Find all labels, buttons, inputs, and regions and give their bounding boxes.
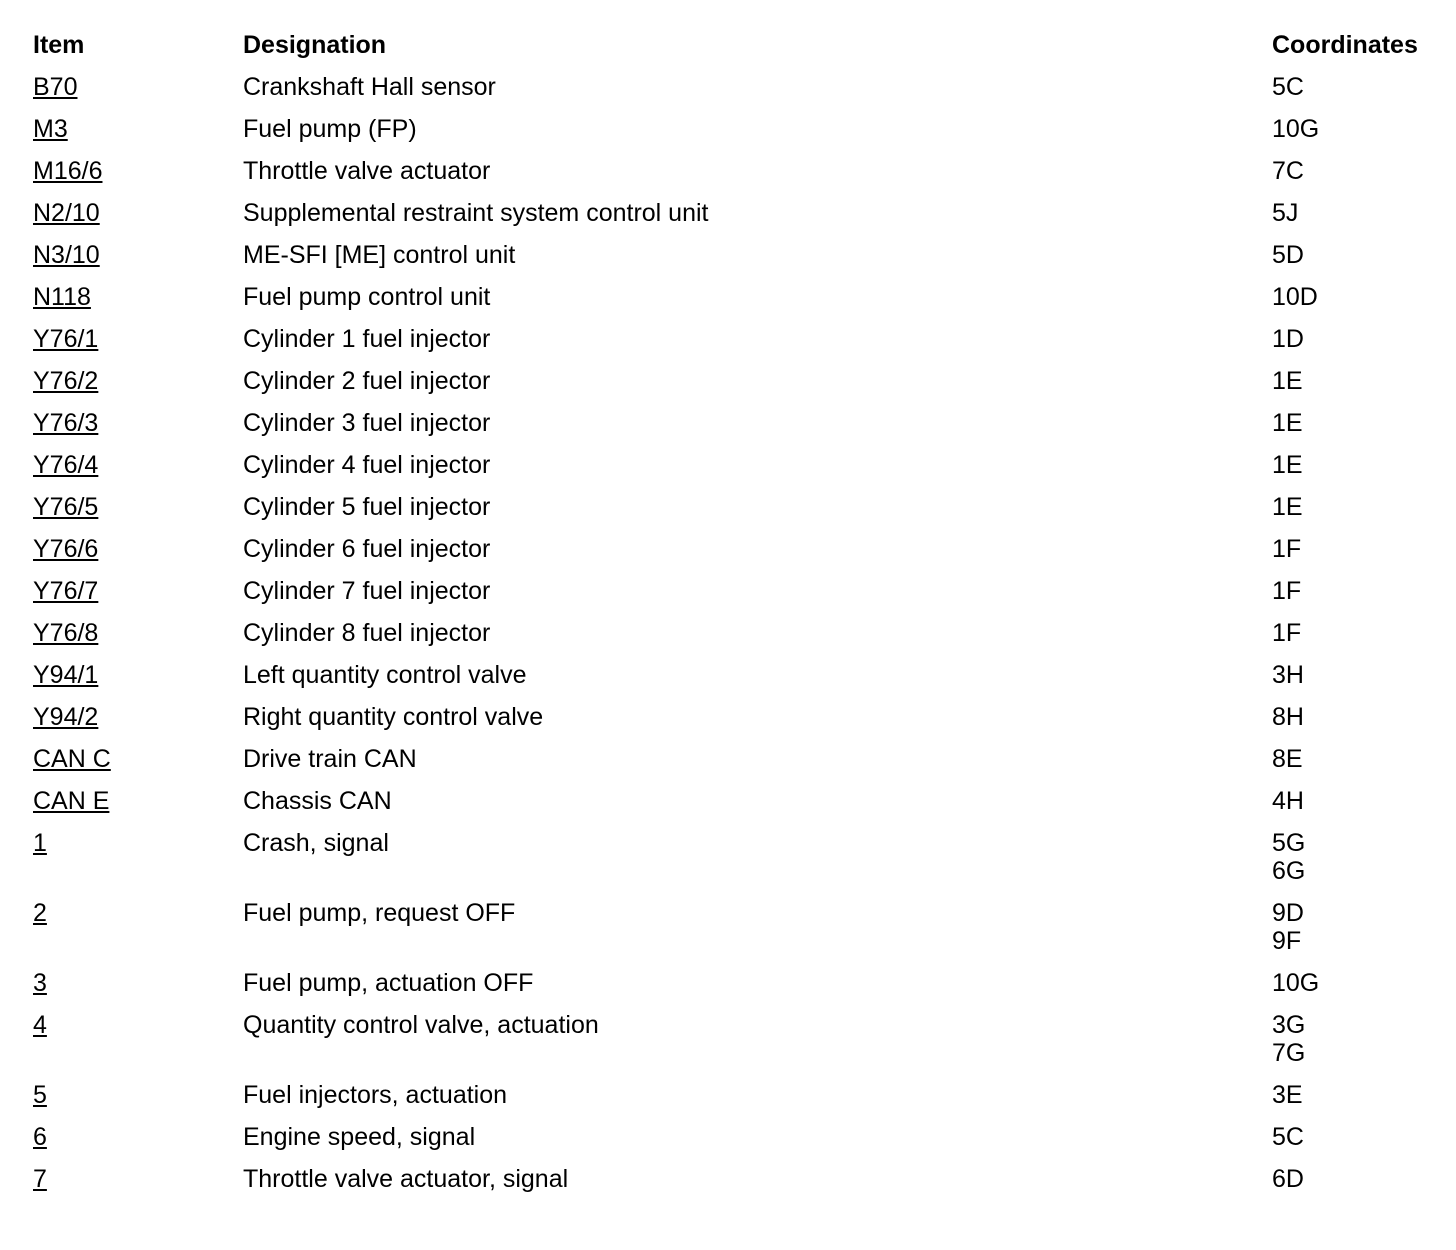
coordinate-value: 6G: [1272, 857, 1306, 885]
table-row: [33, 1011, 1446, 1081]
item-cell: [33, 619, 243, 647]
table-row: [33, 703, 1446, 745]
item-cell: [33, 535, 243, 563]
item-cell: [33, 409, 243, 437]
designation-text: Cylinder 8 fuel injector: [243, 619, 491, 647]
table-row: [33, 577, 1446, 619]
coordinate-value: 4H: [1272, 787, 1304, 815]
item-code-link[interactable]: Y76/4: [33, 451, 99, 479]
coordinate-value: 10G: [1272, 969, 1320, 997]
coordinate-value: 5G: [1272, 829, 1306, 857]
coordinates-cell: [1272, 577, 1446, 605]
item-cell: [33, 661, 243, 689]
item-cell: [33, 157, 243, 185]
item-code-link[interactable]: 2: [33, 899, 47, 927]
coordinate-value: 5D: [1272, 241, 1304, 269]
designation-text: Cylinder 3 fuel injector: [243, 409, 491, 437]
designation-text: Cylinder 4 fuel injector: [243, 451, 491, 479]
designation-text: Fuel pump (FP): [243, 115, 417, 143]
coordinates-cell: [1272, 1165, 1446, 1193]
designation-text: Fuel pump, request OFF: [243, 899, 516, 927]
coordinates-cell: [1272, 73, 1446, 101]
designation-text: Fuel pump control unit: [243, 283, 491, 311]
coordinate-value: 8H: [1272, 703, 1304, 731]
coordinates-cell: [1272, 325, 1446, 353]
item-cell: [33, 115, 243, 143]
coordinates-cell: [1272, 241, 1446, 269]
item-code-link[interactable]: N3/10: [33, 241, 100, 269]
coordinates-cell: [1272, 409, 1446, 437]
designation-text: Left quantity control valve: [243, 661, 527, 689]
coordinate-value: 1F: [1272, 619, 1302, 647]
table-row: [33, 451, 1446, 493]
coordinates-cell: [1272, 1011, 1446, 1067]
item-cell: [33, 493, 243, 521]
table-body: [33, 73, 1446, 1207]
coordinates-cell: [1272, 367, 1446, 395]
coordinate-value: 9D: [1272, 899, 1304, 927]
designation-text: Quantity control valve, actuation: [243, 1011, 599, 1039]
coordinate-value: 5J: [1272, 199, 1299, 227]
coordinate-value: 1E: [1272, 451, 1303, 479]
item-code-link[interactable]: M3: [33, 115, 68, 143]
designation-text: Cylinder 7 fuel injector: [243, 577, 491, 605]
item-cell: [33, 241, 243, 269]
item-code-link[interactable]: M16/6: [33, 157, 103, 185]
coordinate-value: 9F: [1272, 927, 1302, 955]
coordinate-value: 3H: [1272, 661, 1304, 689]
item-cell: [33, 451, 243, 479]
table-row: [33, 619, 1446, 661]
coordinate-value: 3G: [1272, 1011, 1306, 1039]
item-cell: [33, 829, 243, 857]
table-row: [33, 493, 1446, 535]
item-cell: [33, 1011, 243, 1039]
item-code-link[interactable]: 5: [33, 1081, 47, 1109]
designation-text: Throttle valve actuator: [243, 157, 491, 185]
item-cell: [33, 969, 243, 997]
coordinate-value: 1F: [1272, 577, 1302, 605]
designation-text: Drive train CAN: [243, 745, 417, 773]
item-code-link[interactable]: Y76/6: [33, 535, 99, 563]
item-code-link[interactable]: CAN C: [33, 745, 111, 773]
coordinates-cell: [1272, 619, 1446, 647]
designation-text: Supplemental restraint system control unit: [243, 199, 709, 227]
table-row: [33, 199, 1446, 241]
coordinate-value: 10G: [1272, 115, 1320, 143]
coordinates-cell: [1272, 703, 1446, 731]
item-code-link[interactable]: 7: [33, 1165, 47, 1193]
coordinate-value: 1F: [1272, 535, 1302, 563]
item-code-link[interactable]: N2/10: [33, 199, 100, 227]
item-cell: [33, 577, 243, 605]
item-code-link[interactable]: N118: [33, 283, 91, 311]
item-cell: [33, 787, 243, 815]
designation-text: ME-SFI [ME] control unit: [243, 241, 516, 269]
coordinates-cell: [1272, 283, 1446, 311]
table-row: [33, 661, 1446, 703]
item-code-link[interactable]: Y94/2: [33, 703, 99, 731]
coordinates-cell: [1272, 115, 1446, 143]
item-code-link[interactable]: Y76/3: [33, 409, 99, 437]
table-row: [33, 1081, 1446, 1123]
coordinate-value: 5C: [1272, 1123, 1304, 1151]
item-cell: [33, 1165, 243, 1193]
column-header-designation: Designation: [243, 31, 387, 59]
coordinate-value: 7C: [1272, 157, 1304, 185]
item-code-link[interactable]: B70: [33, 73, 78, 101]
item-code-link[interactable]: Y76/1: [33, 325, 99, 353]
coordinates-cell: [1272, 661, 1446, 689]
item-cell: [33, 745, 243, 773]
coordinate-value: 1E: [1272, 409, 1303, 437]
coordinates-cell: [1272, 899, 1446, 955]
designation-text: Cylinder 6 fuel injector: [243, 535, 491, 563]
table-row: [33, 241, 1446, 283]
coordinates-cell: [1272, 1123, 1446, 1151]
coordinates-cell: [1272, 493, 1446, 521]
coordinate-value: 10D: [1272, 283, 1318, 311]
designation-text: Crash, signal: [243, 829, 389, 857]
coordinate-value: 1D: [1272, 325, 1304, 353]
coordinates-cell: [1272, 535, 1446, 563]
table-row: [33, 787, 1446, 829]
coordinate-value: 3E: [1272, 1081, 1303, 1109]
coordinates-cell: [1272, 969, 1446, 997]
table-row: [33, 325, 1446, 367]
coordinate-value: 1E: [1272, 493, 1303, 521]
item-code-link[interactable]: Y76/2: [33, 367, 99, 395]
coordinates-cell: [1272, 1081, 1446, 1109]
item-cell: [33, 899, 243, 927]
designation-text: Cylinder 2 fuel injector: [243, 367, 491, 395]
item-cell: [33, 283, 243, 311]
coordinate-value: 7G: [1272, 1039, 1306, 1067]
item-code-link[interactable]: Y76/5: [33, 493, 99, 521]
table-row: [33, 367, 1446, 409]
table-row: [33, 283, 1446, 325]
designation-text: Cylinder 1 fuel injector: [243, 325, 491, 353]
item-code-link[interactable]: 3: [33, 969, 47, 997]
table-row: [33, 1123, 1446, 1165]
table-row: [33, 745, 1446, 787]
table-row: [33, 115, 1446, 157]
table-row: [33, 535, 1446, 577]
table-row: [33, 1165, 1446, 1207]
coordinates-cell: [1272, 451, 1446, 479]
table-row: [33, 899, 1446, 969]
coordinate-value: 6D: [1272, 1165, 1304, 1193]
coordinates-cell: [1272, 829, 1446, 885]
designation-text: Right quantity control valve: [243, 703, 544, 731]
item-code-link[interactable]: 1: [33, 829, 47, 857]
item-code-link[interactable]: Y76/7: [33, 577, 99, 605]
coordinate-value: 1E: [1272, 367, 1303, 395]
coordinates-cell: [1272, 787, 1446, 815]
coordinates-cell: [1272, 199, 1446, 227]
column-header-item: Item: [33, 31, 85, 59]
table-row: [33, 969, 1446, 1011]
table-row: [33, 157, 1446, 199]
table-row: [33, 73, 1446, 115]
coordinates-cell: [1272, 157, 1446, 185]
coordinate-value: 5C: [1272, 73, 1304, 101]
table-row: [33, 829, 1446, 899]
item-cell: [33, 367, 243, 395]
coordinates-cell: [1272, 745, 1446, 773]
designation-text: Fuel injectors, actuation: [243, 1081, 508, 1109]
item-cell: [33, 325, 243, 353]
designation-text: Fuel pump, actuation OFF: [243, 969, 534, 997]
column-header-coordinates: Coordinates: [1272, 31, 1418, 59]
item-cell: [33, 1123, 243, 1151]
table-row: [33, 409, 1446, 451]
item-cell: [33, 73, 243, 101]
designation-text: Crankshaft Hall sensor: [243, 73, 496, 101]
item-code-link[interactable]: CAN E: [33, 787, 110, 815]
designation-text: Throttle valve actuator, signal: [243, 1165, 569, 1193]
item-code-link[interactable]: 4: [33, 1011, 47, 1039]
item-cell: [33, 1081, 243, 1109]
designation-text: Cylinder 5 fuel injector: [243, 493, 491, 521]
item-cell: [33, 199, 243, 227]
coordinate-value: 8E: [1272, 745, 1303, 773]
designation-text: Engine speed, signal: [243, 1123, 476, 1151]
item-cell: [33, 703, 243, 731]
item-code-link[interactable]: Y94/1: [33, 661, 99, 689]
designation-text: Chassis CAN: [243, 787, 392, 815]
item-code-link[interactable]: Y76/8: [33, 619, 99, 647]
item-code-link[interactable]: 6: [33, 1123, 47, 1151]
table-header-row: [33, 31, 1446, 73]
